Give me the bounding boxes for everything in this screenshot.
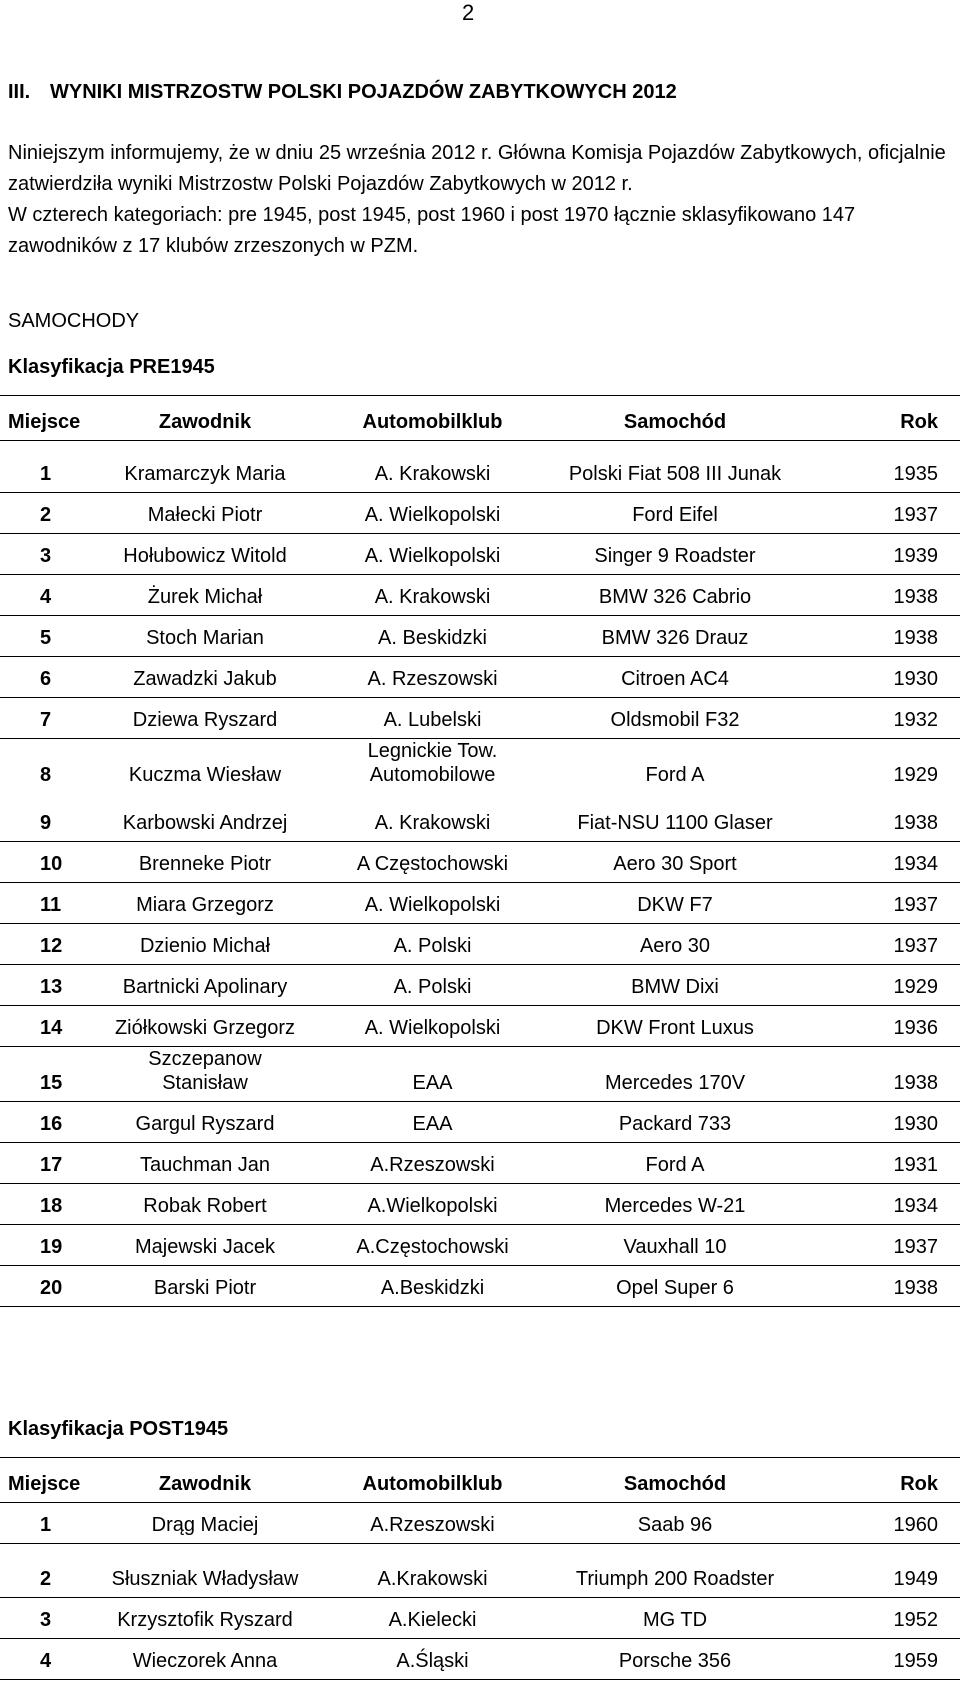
place-cell: 1 — [0, 441, 105, 493]
table-row — [0, 575, 960, 616]
post1945-table — [0, 1457, 960, 1680]
competitor-cell: Szczepanow Stanisław — [105, 1046, 305, 1101]
club-cell: A. Krakowski — [305, 575, 560, 616]
table-row — [0, 1101, 960, 1142]
club-cell: A. Wielkopolski — [305, 1005, 560, 1046]
year-cell: 1931 — [790, 1142, 960, 1183]
competitor-cell: Wieczorek Anna — [105, 1639, 305, 1680]
competitor-cell: Żurek Michał — [105, 575, 305, 616]
col-header-club: Automobilklub — [305, 1458, 560, 1503]
pre1945-table — [0, 395, 960, 1307]
table-row — [0, 698, 960, 739]
table-row — [0, 1503, 960, 1544]
car-cell: Aero 30 Sport — [560, 841, 790, 882]
place-cell: 9 — [0, 793, 105, 841]
place-cell: 1 — [0, 1503, 105, 1544]
place-cell: 4 — [0, 575, 105, 616]
table-row — [0, 534, 960, 575]
place-cell: 18 — [0, 1183, 105, 1224]
post1945-header-row — [0, 1458, 960, 1503]
car-cell: BMW 326 Drauz — [560, 616, 790, 657]
year-cell: 1938 — [790, 1046, 960, 1101]
club-cell: Legnickie Tow. Automobilowe — [367, 740, 498, 786]
competitor-cell: Robak Robert — [105, 1183, 305, 1224]
club-cell: A. Beskidzki — [305, 616, 560, 657]
car-cell: Vauxhall 10 — [560, 1224, 790, 1265]
year-cell: 1937 — [790, 1224, 960, 1265]
intro-paragraph-1: Niniejszym informujemy, że w dniu 25 września 2012 r. Główna Komisja Pojazdów Zabytkowych, oficjalnie zatwierdziła wyniki Mistrzostw Polski Pojazdów Zabytkowych w 2012 r. — [8, 142, 946, 195]
club-cell: A. Polski — [305, 964, 560, 1005]
intro-text — [8, 138, 953, 262]
place-cell: 12 — [0, 923, 105, 964]
table-row — [0, 1544, 960, 1598]
table-row — [0, 657, 960, 698]
year-cell: 1939 — [790, 534, 960, 575]
table-row — [0, 1265, 960, 1306]
category-title: SAMOCHODY — [8, 310, 140, 332]
car-cell: Citroen AC4 — [560, 657, 790, 698]
club-cell: A.Rzeszowski — [305, 1142, 560, 1183]
club-cell: A. Rzeszowski — [305, 657, 560, 698]
place-cell: 3 — [0, 1598, 105, 1639]
competitor-cell: Karbowski Andrzej — [105, 793, 305, 841]
place-cell: 3 — [0, 534, 105, 575]
car-cell: Opel Super 6 — [560, 1265, 790, 1306]
table-row — [0, 964, 960, 1005]
car-cell: Oldsmobil F32 — [560, 698, 790, 739]
table-row — [0, 1142, 960, 1183]
place-cell: 11 — [0, 882, 105, 923]
table-row — [0, 1005, 960, 1046]
club-cell: A. Wielkopolski — [305, 882, 560, 923]
competitor-cell: Słuszniak Władysław — [105, 1544, 305, 1598]
club-cell: A.Krakowski — [305, 1544, 560, 1598]
table-row — [0, 1639, 960, 1680]
year-cell: 1930 — [790, 657, 960, 698]
club-cell: A.Rzeszowski — [305, 1503, 560, 1544]
competitor-cell: Hołubowicz Witold — [105, 534, 305, 575]
competitor-cell: Miara Grzegorz — [105, 882, 305, 923]
car-cell: Fiat-NSU 1100 Glaser — [560, 793, 790, 841]
competitor-cell: Gargul Ryszard — [105, 1101, 305, 1142]
place-cell: 14 — [0, 1005, 105, 1046]
competitor-cell: Kramarczyk Maria — [105, 441, 305, 493]
year-cell: 1938 — [790, 616, 960, 657]
competitor-cell: Tauchman Jan — [105, 1142, 305, 1183]
pre1945-title: Klasyfikacja PRE1945 — [8, 356, 215, 378]
place-cell: 4 — [0, 1639, 105, 1680]
club-cell: A. Krakowski — [305, 793, 560, 841]
place-cell: 20 — [0, 1265, 105, 1306]
club-cell: A. Lubelski — [305, 698, 560, 739]
post1945-title: Klasyfikacja POST1945 — [8, 1418, 229, 1440]
col-header-place: Miejsce — [0, 1458, 105, 1503]
year-cell: 1938 — [790, 793, 960, 841]
car-cell: Ford Eifel — [560, 493, 790, 534]
place-cell: 5 — [0, 616, 105, 657]
table-row — [0, 493, 960, 534]
club-cell: A. Polski — [305, 923, 560, 964]
place-cell: 13 — [0, 964, 105, 1005]
page-number: 2 — [462, 0, 475, 25]
competitor-cell: Kuczma Wiesław — [128, 764, 282, 786]
competitor-cell: Dziewa Ryszard — [105, 698, 305, 739]
car-cell: Saab 96 — [560, 1503, 790, 1544]
table-row — [0, 1046, 960, 1101]
table-row — [0, 882, 960, 923]
car-cell: Mercedes 170V — [560, 1046, 790, 1101]
pre1945-header-row — [0, 396, 960, 441]
club-cell: A. Wielkopolski — [305, 493, 560, 534]
year-cell: 1938 — [790, 575, 960, 616]
competitor-cell: Zawadzki Jakub — [105, 657, 305, 698]
competitor-cell: Ziółkowski Grzegorz — [105, 1005, 305, 1046]
year-cell: 1935 — [790, 441, 960, 493]
table-row — [0, 841, 960, 882]
table-row — [0, 1598, 960, 1639]
car-cell: BMW 326 Cabrio — [560, 575, 790, 616]
car-cell: Porsche 356 — [560, 1639, 790, 1680]
col-header-year: Rok — [790, 396, 960, 441]
col-header-year: Rok — [790, 1458, 960, 1503]
competitor-cell: Stoch Marian — [105, 616, 305, 657]
car-cell: DKW F7 — [560, 882, 790, 923]
competitor-cell: Brenneke Piotr — [105, 841, 305, 882]
competitor-cell: Małecki Piotr — [105, 493, 305, 534]
place-cell: 10 — [0, 841, 105, 882]
car-cell: MG TD — [560, 1598, 790, 1639]
table-row — [0, 923, 960, 964]
year-cell: 1930 — [790, 1101, 960, 1142]
table-row — [0, 1183, 960, 1224]
place-cell: 8 — [40, 764, 52, 786]
club-cell: A.Śląski — [305, 1639, 560, 1680]
place-cell: 7 — [0, 698, 105, 739]
place-cell: 6 — [0, 657, 105, 698]
car-cell: Polski Fiat 508 III Junak — [560, 441, 790, 493]
col-header-car: Samochód — [560, 396, 790, 441]
place-cell: 2 — [0, 1544, 105, 1598]
section-title: WYNIKI MISTRZOSTW POLSKI POJAZDÓW ZABYTKOWYCH 2012 — [50, 81, 677, 103]
year-cell: 1936 — [790, 1005, 960, 1046]
year-cell: 1937 — [790, 923, 960, 964]
place-cell: 16 — [0, 1101, 105, 1142]
competitor-cell: Majewski Jacek — [105, 1224, 305, 1265]
table-row — [0, 793, 960, 841]
year-cell: 1934 — [790, 1183, 960, 1224]
year-cell: 1929 — [893, 764, 938, 786]
table-row — [0, 739, 960, 794]
col-header-competitor: Zawodnik — [105, 1458, 305, 1503]
place-cell: 19 — [0, 1224, 105, 1265]
col-header-car: Samochód — [560, 1458, 790, 1503]
club-cell: A.Częstochowski — [305, 1224, 560, 1265]
competitor-cell: Dzienio Michał — [105, 923, 305, 964]
car-cell: Singer 9 Roadster — [560, 534, 790, 575]
competitor-cell: Krzysztofik Ryszard — [105, 1598, 305, 1639]
year-cell: 1934 — [790, 841, 960, 882]
year-cell: 1959 — [790, 1639, 960, 1680]
table-row — [0, 441, 960, 493]
club-cell: EAA — [305, 1046, 560, 1101]
car-cell: Packard 733 — [560, 1101, 790, 1142]
table-row — [0, 616, 960, 657]
club-cell: A.Wielkopolski — [305, 1183, 560, 1224]
col-header-competitor: Zawodnik — [105, 396, 305, 441]
intro-paragraph-2: W czterech kategoriach: pre 1945, post 1945, post 1960 i post 1970 łącznie sklasyfikowano 147 zawodników z 17 klubów zrzeszonych w PZM. — [8, 204, 856, 257]
year-cell: 1937 — [790, 493, 960, 534]
club-cell: EAA — [305, 1101, 560, 1142]
year-cell: 1960 — [790, 1503, 960, 1544]
place-cell: 15 — [0, 1046, 105, 1101]
year-cell: 1952 — [790, 1598, 960, 1639]
year-cell: 1938 — [790, 1265, 960, 1306]
competitor-cell: Drąg Maciej — [105, 1503, 305, 1544]
car-cell: Mercedes W-21 — [560, 1183, 790, 1224]
car-cell: BMW Dixi — [560, 964, 790, 1005]
section-number: III. — [8, 81, 31, 103]
car-cell: Aero 30 — [560, 923, 790, 964]
club-cell: A.Beskidzki — [305, 1265, 560, 1306]
competitor-cell: Bartnicki Apolinary — [105, 964, 305, 1005]
car-cell: Ford A — [560, 1142, 790, 1183]
car-cell: Triumph 200 Roadster — [560, 1544, 790, 1598]
place-cell: 17 — [0, 1142, 105, 1183]
col-header-club: Automobilklub — [305, 396, 560, 441]
table-row — [0, 1224, 960, 1265]
club-cell: A.Kielecki — [305, 1598, 560, 1639]
year-cell: 1937 — [790, 882, 960, 923]
year-cell: 1932 — [790, 698, 960, 739]
club-cell: A. Krakowski — [305, 441, 560, 493]
club-cell: A Częstochowski — [305, 841, 560, 882]
place-cell: 2 — [0, 493, 105, 534]
car-cell: DKW Front Luxus — [560, 1005, 790, 1046]
col-header-place: Miejsce — [0, 396, 105, 441]
section-heading — [8, 80, 677, 104]
club-cell: A. Wielkopolski — [305, 534, 560, 575]
car-cell: Ford A — [645, 764, 705, 786]
year-cell: 1949 — [790, 1544, 960, 1598]
year-cell: 1929 — [790, 964, 960, 1005]
competitor-cell: Barski Piotr — [105, 1265, 305, 1306]
